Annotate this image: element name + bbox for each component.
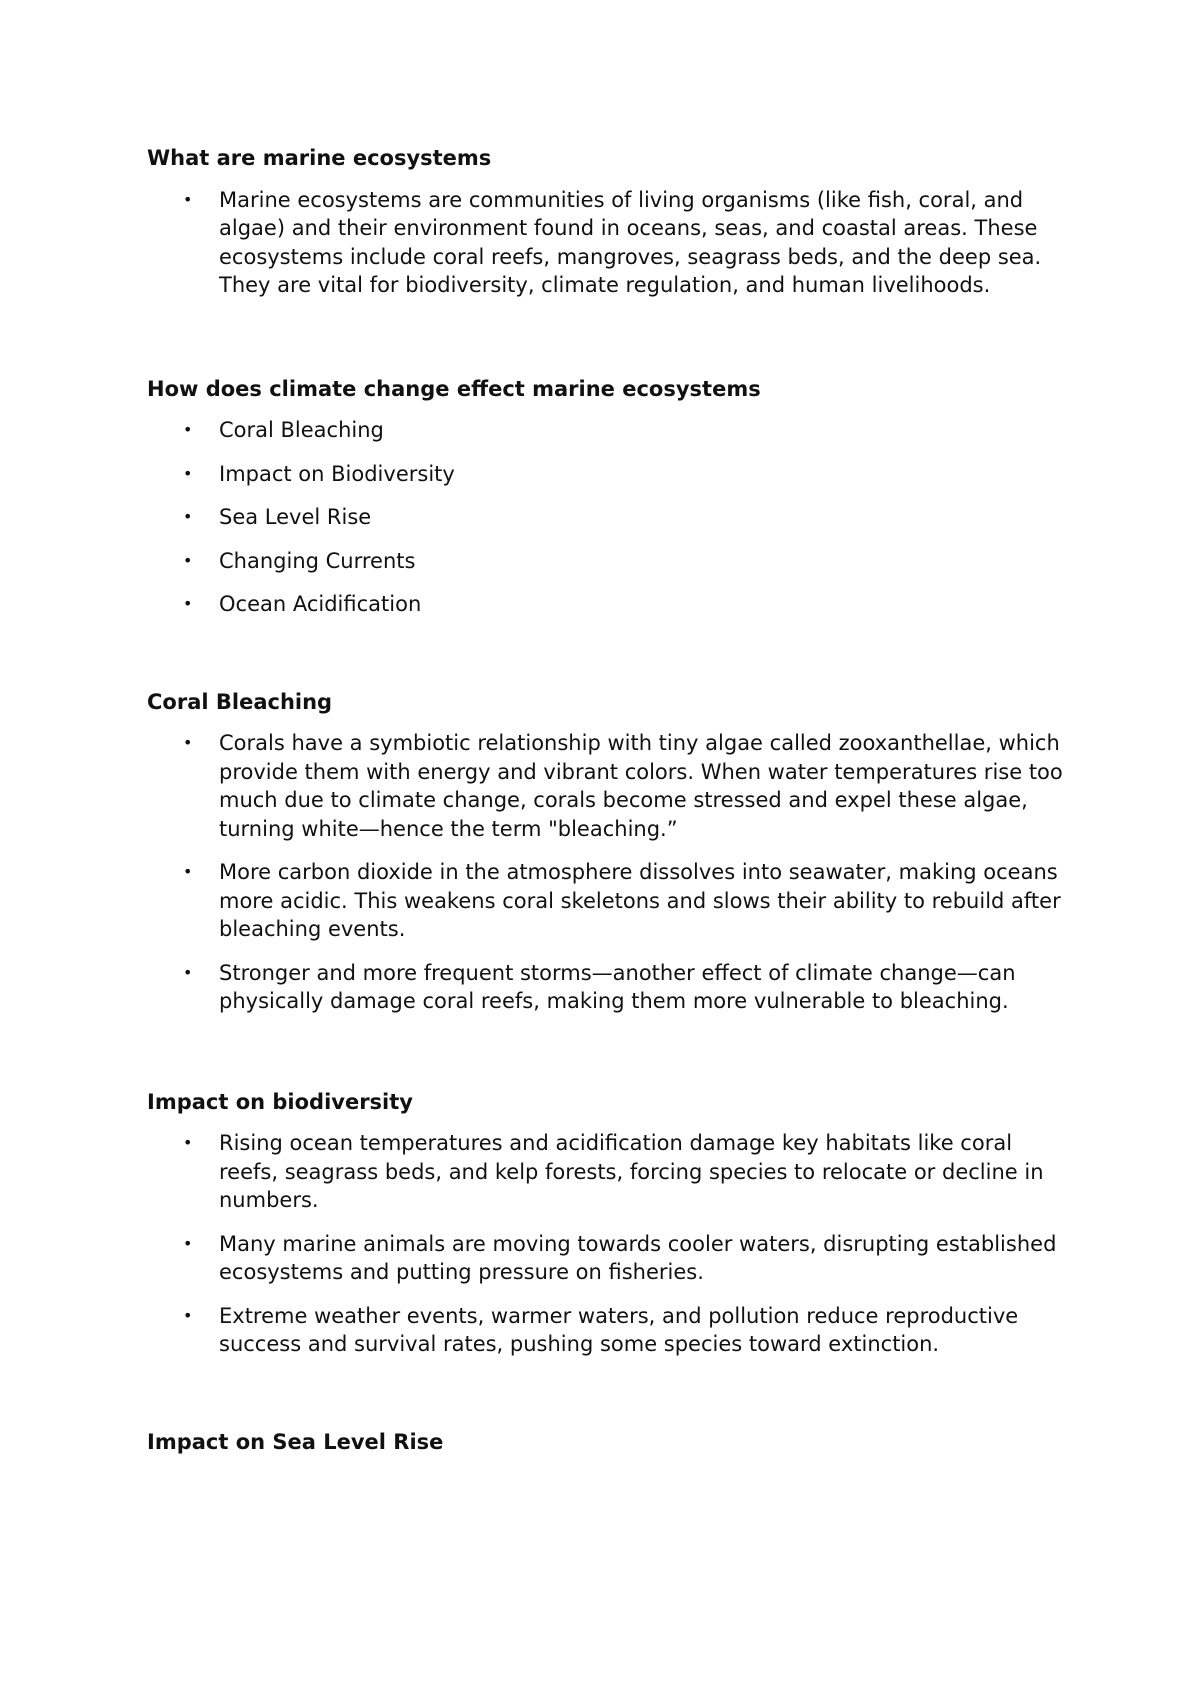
- list-item: [147, 959, 1067, 1016]
- section-heading: How does climate change effect marine ecosystems: [147, 376, 761, 401]
- section-climate-change-effects: [147, 375, 1067, 619]
- list-item-text: Many marine animals are moving towards cooler waters, disrupting established ecosystems and putting pressure on fisheries.: [219, 1231, 1057, 1284]
- bullet-icon: •: [183, 962, 193, 982]
- section-coral-bleaching: [147, 688, 1067, 1016]
- list-item-text: Marine ecosystems are communities of living organisms (like fish, coral, and algae) and their environment found in oceans, seas, and coastal areas. These ecosystems include coral reefs, mangroves, seagrass beds, and the deep sea. They are vital for biodiversity, climate regulation, and human livelihoods.: [219, 187, 1042, 297]
- list-item-text: Ocean Acidification: [219, 592, 422, 616]
- list-item: [147, 416, 1067, 445]
- section-heading: Coral Bleaching: [147, 689, 333, 714]
- list-item: [147, 186, 1067, 300]
- section-heading: Impact on Sea Level Rise: [147, 1429, 444, 1454]
- section-heading: Impact on biodiversity: [147, 1089, 413, 1114]
- list-item-text: Corals have a symbiotic relationship with tiny algae called zooxanthellae, which provide them with energy and vibrant colors. When water temperatures rise too much due to climate change, corals become stressed and expel these algae, turning white—hence the term "bleaching.”: [219, 731, 1063, 841]
- list-item: [147, 503, 1067, 532]
- bullet-list: [147, 729, 1067, 1016]
- bullet-icon: •: [183, 507, 193, 526]
- section-impact-on-biodiversity: [147, 1088, 1067, 1359]
- list-item-text: Sea Level Rise: [219, 505, 372, 529]
- list-item: [147, 858, 1067, 944]
- bullet-icon: •: [183, 420, 193, 439]
- list-item-text: Stronger and more frequent storms—another effect of climate change—can physically damage coral reefs, making them more vulnerable to bleaching.: [219, 960, 1016, 1013]
- list-item: [147, 1302, 1067, 1359]
- list-item-text: Impact on Biodiversity: [219, 461, 455, 486]
- list-item: [147, 460, 1067, 489]
- bullet-list: [147, 1129, 1067, 1359]
- list-item-text: Changing Currents: [219, 548, 416, 573]
- section-what-are-marine-ecosystems: [147, 144, 1067, 300]
- section-heading: What are marine ecosystems: [147, 146, 492, 170]
- list-item: [147, 1129, 1067, 1215]
- bullet-icon: •: [183, 550, 193, 570]
- list-item: [147, 729, 1067, 843]
- bullet-icon: •: [183, 1233, 193, 1253]
- bullet-icon: •: [183, 594, 193, 613]
- list-item-text: More carbon dioxide in the atmosphere dissolves into seawater, making oceans more acidic. This weakens coral skeletons and slows their ability to rebuild after bleaching events.: [219, 860, 1061, 941]
- bullet-icon: •: [183, 463, 193, 483]
- list-item-text: Extreme weather events, warmer waters, and pollution reduce reproductive success and survival rates, pushing some species toward extinction.: [219, 1303, 1019, 1356]
- list-item: [147, 547, 1067, 576]
- bullet-icon: •: [183, 1305, 193, 1325]
- document-body: [147, 144, 1067, 1456]
- bullet-icon: •: [183, 862, 193, 881]
- list-item-text: Rising ocean temperatures and acidification damage key habitats like coral reefs, seagrass beds, and kelp forests, forcing species to relocate or decline in numbers.: [219, 1131, 1044, 1212]
- bullet-icon: •: [183, 733, 193, 752]
- list-item: [147, 1230, 1067, 1287]
- bullet-icon: •: [183, 1133, 193, 1152]
- bullet-icon: •: [183, 189, 193, 209]
- bullet-list: [147, 416, 1067, 619]
- section-impact-on-sea-level-rise: [147, 1428, 1067, 1457]
- list-item-text: Coral Bleaching: [219, 418, 384, 442]
- bullet-list: [147, 186, 1067, 300]
- list-item: [147, 590, 1067, 619]
